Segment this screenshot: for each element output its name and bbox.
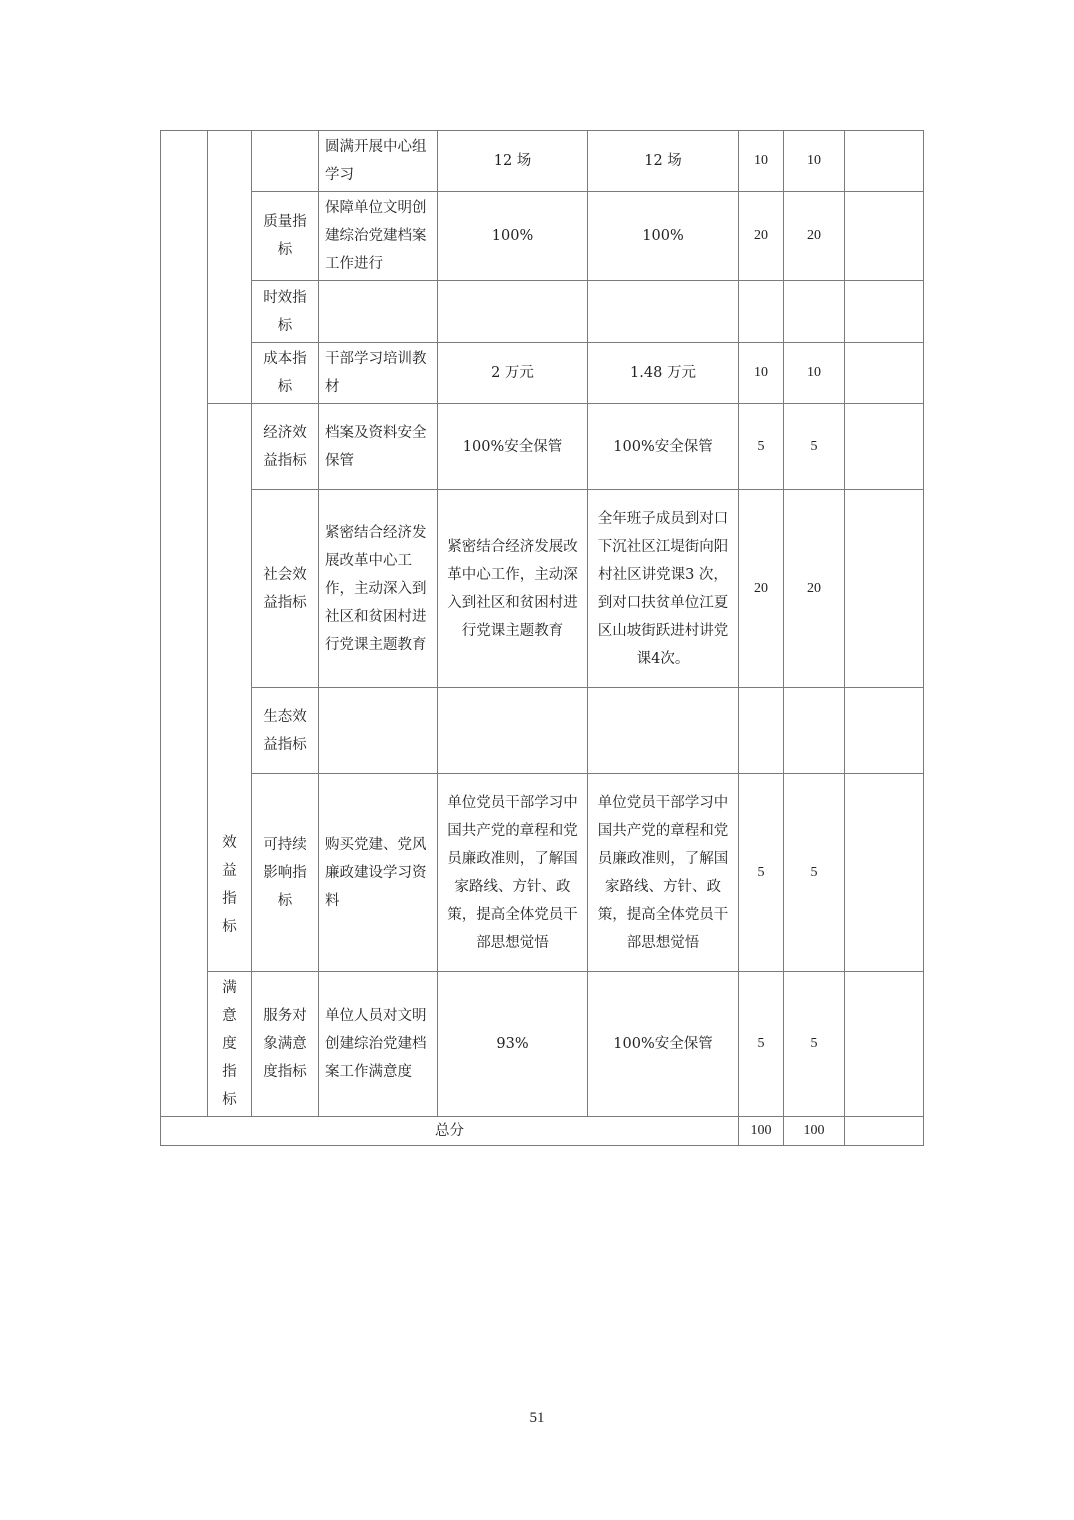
weight-cell: 5 [739, 774, 784, 972]
total-label: 总分 [161, 1117, 739, 1146]
weight-cell: 5 [739, 972, 784, 1117]
target-cell: 12 场 [438, 131, 588, 192]
sub-indicator-cell: 可持续影响指标 [252, 774, 319, 972]
score-cell: 5 [784, 404, 845, 490]
note-cell [845, 343, 924, 404]
target-cell: 单位党员干部学习中国共产党的章程和党员廉政准则，了解国家路线、方针、政策，提高全体党员干部思想觉悟 [438, 774, 588, 972]
table-row [161, 972, 924, 1117]
table-row [161, 343, 924, 404]
note-cell [845, 281, 924, 343]
benefit-label-text: 效益指标 [222, 835, 237, 935]
performance-table [160, 130, 924, 1146]
score-cell: 20 [784, 490, 845, 688]
note-cell [845, 972, 924, 1117]
note-cell [845, 131, 924, 192]
note-cell [845, 404, 924, 490]
sub-indicator-cell: 时效指标 [252, 281, 319, 343]
target-cell: 100% [438, 192, 588, 281]
sub-indicator-cell: 成本指标 [252, 343, 319, 404]
target-cell: 100%安全保管 [438, 404, 588, 490]
actual-cell [588, 281, 739, 343]
sub-indicator-cell: 社会效益指标 [252, 490, 319, 688]
target-cell [438, 688, 588, 774]
note-cell [845, 688, 924, 774]
benefit-indicator-label [208, 404, 252, 972]
target-cell [438, 281, 588, 343]
weight-cell [739, 688, 784, 774]
weight-cell: 10 [739, 343, 784, 404]
weight-cell: 10 [739, 131, 784, 192]
weight-cell: 20 [739, 192, 784, 281]
page-number: 51 [529, 1410, 545, 1426]
actual-cell: 单位党员干部学习中国共产党的章程和党员廉政准则，了解国家路线、方针、政策，提高全体党员干部思想觉悟 [588, 774, 739, 972]
table-row [161, 490, 924, 688]
actual-cell: 100%安全保管 [588, 972, 739, 1117]
score-cell: 20 [784, 192, 845, 281]
actual-cell [588, 688, 739, 774]
indicator-cell: 单位人员对文明创建综治党建档案工作满意度 [319, 972, 438, 1117]
actual-cell: 全年班子成员到对口下沉社区江堤街向阳村社区讲党课3 次，到对口扶贫单位江夏区山坡街跃进村讲党课4次。 [588, 490, 739, 688]
target-cell: 2 万元 [438, 343, 588, 404]
note-cell [845, 490, 924, 688]
table-row [161, 404, 924, 490]
total-score: 100 [784, 1117, 845, 1146]
actual-cell: 1.48 万元 [588, 343, 739, 404]
note-cell [845, 774, 924, 972]
indicator-cell: 档案及资料安全保管 [319, 404, 438, 490]
weight-cell [739, 281, 784, 343]
level1-cell [161, 131, 208, 1117]
target-cell: 93% [438, 972, 588, 1117]
indicator-cell: 干部学习培训教材 [319, 343, 438, 404]
sub-indicator-cell: 质量指标 [252, 192, 319, 281]
note-cell [845, 192, 924, 281]
table-row [161, 131, 924, 192]
weight-cell: 20 [739, 490, 784, 688]
satisfaction-label-text: 满意度指标 [222, 980, 237, 1108]
sub-indicator-cell: 服务对象满意度指标 [252, 972, 319, 1117]
score-cell: 5 [784, 972, 845, 1117]
total-row [161, 1117, 924, 1146]
level2-cell [208, 131, 252, 404]
score-cell: 5 [784, 774, 845, 972]
sub-indicator-cell: 经济效益指标 [252, 404, 319, 490]
table-row [161, 281, 924, 343]
indicator-cell: 圆满开展中心组学习 [319, 131, 438, 192]
table-row [161, 774, 924, 972]
score-cell [784, 281, 845, 343]
actual-cell: 12 场 [588, 131, 739, 192]
satisfaction-indicator-label [208, 972, 252, 1117]
score-cell: 10 [784, 343, 845, 404]
indicator-cell: 购买党建、党风廉政建设学习资料 [319, 774, 438, 972]
indicator-cell: 保障单位文明创建综治党建档案工作进行 [319, 192, 438, 281]
score-cell [784, 688, 845, 774]
indicator-cell: 紧密结合经济发展改革中心工作，主动深入到社区和贫困村进行党课主题教育 [319, 490, 438, 688]
indicator-cell [319, 281, 438, 343]
total-weight: 100 [739, 1117, 784, 1146]
actual-cell: 100% [588, 192, 739, 281]
weight-cell: 5 [739, 404, 784, 490]
sub-indicator-cell: 生态效益指标 [252, 688, 319, 774]
sub-indicator-cell [252, 131, 319, 192]
actual-cell: 100%安全保管 [588, 404, 739, 490]
target-cell: 紧密结合经济发展改革中心工作，主动深入到社区和贫困村进行党课主题教育 [438, 490, 588, 688]
score-cell: 10 [784, 131, 845, 192]
note-cell [845, 1117, 924, 1146]
indicator-cell [319, 688, 438, 774]
table-row [161, 688, 924, 774]
table-row [161, 192, 924, 281]
